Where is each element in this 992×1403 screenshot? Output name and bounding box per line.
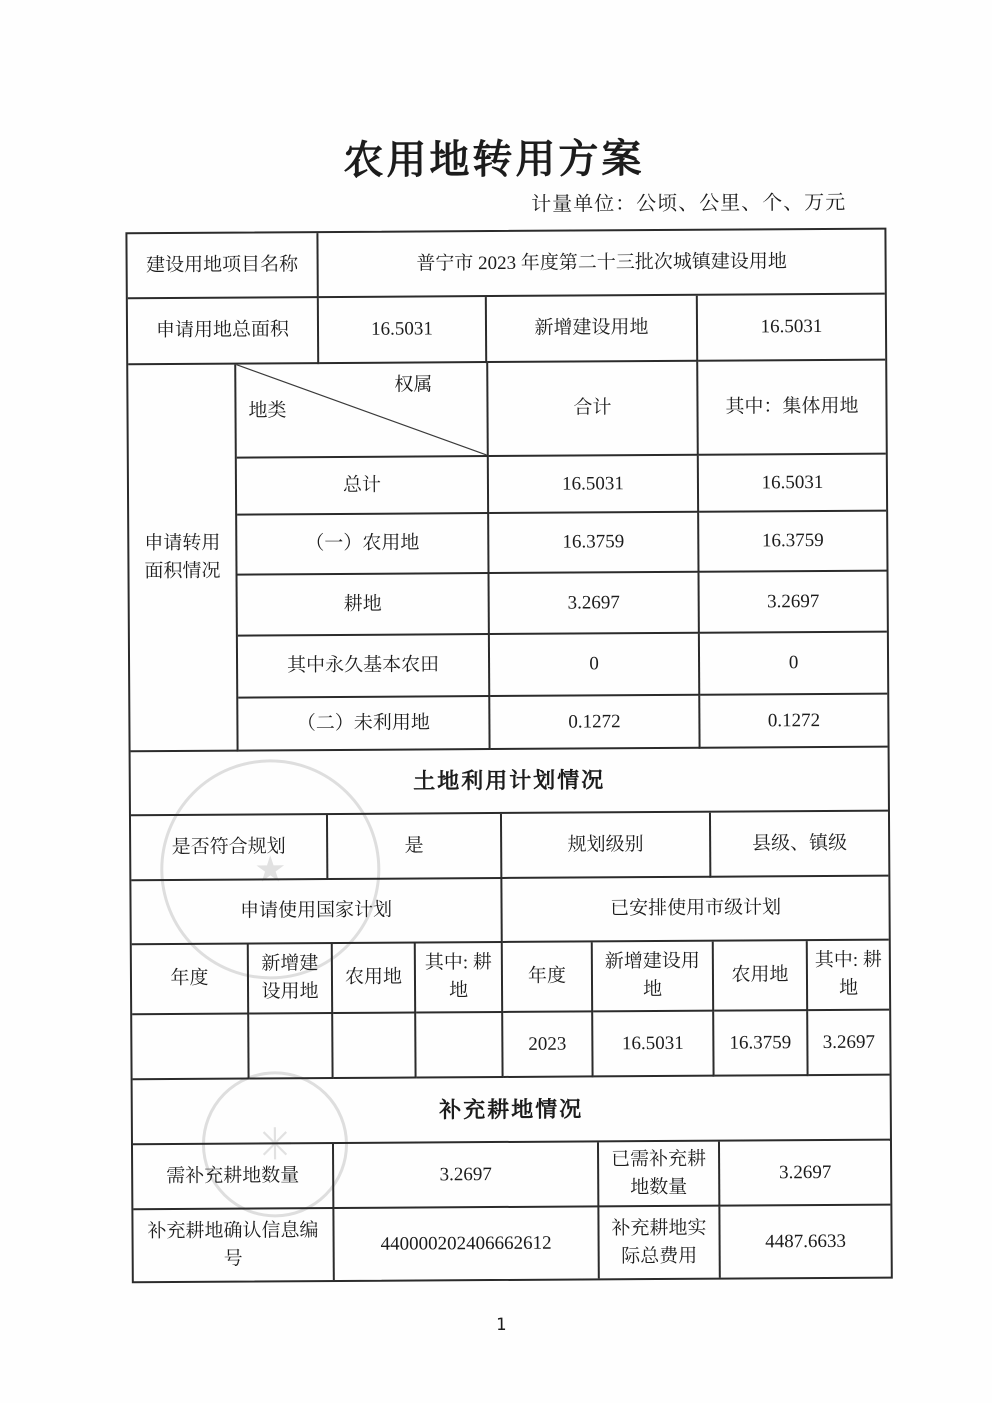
year-cell	[249, 1014, 333, 1080]
confirm-number-label: 补充耕地确认信息编号	[133, 1209, 334, 1281]
year-col-header: 农用地	[714, 941, 808, 1012]
year-cell: 16.5031	[593, 1012, 714, 1078]
already-need-label: 已需补充耕地数量	[599, 1142, 720, 1208]
total-area-label: 申请用地总面积	[128, 298, 319, 365]
row-collective-value: 16.5031	[699, 455, 886, 513]
row-label: 总计	[237, 457, 489, 516]
year-cell	[416, 1013, 503, 1079]
section-year-table	[132, 941, 890, 1081]
year-col-header: 新增建设用地	[249, 944, 333, 1015]
col-header-collective: 其中：集体用地	[698, 361, 886, 456]
city-plan-label: 已安排使用市级计划	[502, 877, 888, 943]
year-cell: 16.3759	[714, 1011, 808, 1077]
section-supplement-header	[133, 1076, 890, 1146]
supplement-section-title: 补充耕地情况	[133, 1076, 890, 1146]
row-label: （一）农用地	[237, 514, 489, 576]
confirm-number-value: 440000202406662612	[334, 1207, 599, 1280]
year-col-header: 农用地	[333, 943, 416, 1014]
row-collective-value: 3.2697	[700, 572, 887, 634]
year-cell	[132, 1015, 249, 1081]
row-collective-value: 0	[700, 633, 887, 696]
row-label: 其中永久基本农田	[238, 635, 490, 699]
section-plan-header	[131, 748, 888, 817]
year-cell: 2023	[503, 1012, 593, 1078]
section-project-info	[127, 230, 885, 366]
conversion-row-header: 申请转用面积情况	[128, 365, 238, 753]
new-construction-label: 新增建设用地	[487, 296, 698, 363]
project-name-value: 普宁市 2023 年度第二十三批次城镇建设用地	[318, 230, 884, 298]
year-col-header: 其中: 耕地	[416, 943, 503, 1014]
actual-cost-label: 补充耕地实际总费用	[599, 1207, 720, 1279]
total-area-value: 16.5031	[319, 297, 487, 364]
national-plan-label: 申请使用国家计划	[131, 879, 502, 945]
page-number: 1	[495, 1314, 507, 1336]
project-name-label: 建设用地项目名称	[127, 233, 318, 299]
compliance-label: 是否符合规划	[131, 815, 328, 881]
row-label: （二）未利用地	[238, 697, 490, 752]
diagonal-header-cell	[236, 363, 489, 459]
row-label: 耕地	[238, 574, 490, 637]
form-table	[125, 228, 892, 1284]
section-compliance	[131, 812, 888, 882]
page-title: 农用地转用方案	[343, 136, 645, 183]
col-header-total: 合计	[488, 362, 699, 457]
row-total-value: 16.5031	[489, 456, 699, 514]
units-note: 计量单位：公顷、公里、个、万元	[531, 191, 847, 216]
row-total-value: 0	[490, 634, 700, 697]
year-col-header: 其中: 耕地	[808, 941, 889, 1011]
year-cell	[333, 1013, 416, 1079]
diagonal-landtype-label: 地类	[248, 400, 287, 422]
compliance-value: 是	[328, 814, 502, 880]
seal-star-icon: ★	[254, 849, 287, 890]
row-total-value: 16.3759	[489, 513, 699, 574]
section-plan-groups	[131, 877, 888, 946]
new-construction-value: 16.5031	[698, 295, 885, 362]
actual-cost-value: 4487.6633	[765, 1230, 847, 1253]
row-total-value: 0.1272	[490, 696, 700, 750]
already-need-value: 3.2697	[720, 1141, 890, 1207]
plan-level-value: 县级、镇级	[711, 812, 888, 878]
seal-emblem-icon: ✳	[256, 1119, 294, 1169]
plan-level-label: 规划级别	[502, 813, 711, 879]
year-col-header: 年度	[503, 942, 593, 1013]
need-supplement-value: 3.2697	[334, 1142, 599, 1209]
year-col-header: 年度	[132, 945, 249, 1016]
row-total-value: 3.2697	[490, 573, 700, 635]
plan-section-title: 土地利用计划情况	[131, 748, 888, 817]
section-supplement	[133, 1141, 891, 1282]
year-col-header: 新增建设用地	[593, 942, 714, 1013]
diagonal-ownership-label: 权属	[394, 374, 433, 396]
section-conversion-area	[128, 361, 887, 753]
row-collective-value: 0.1272	[700, 695, 887, 749]
row-collective-value: 16.3759	[699, 512, 886, 573]
year-cell: 3.2697	[808, 1011, 889, 1076]
need-supplement-label: 需补充耕地数量	[133, 1144, 334, 1210]
